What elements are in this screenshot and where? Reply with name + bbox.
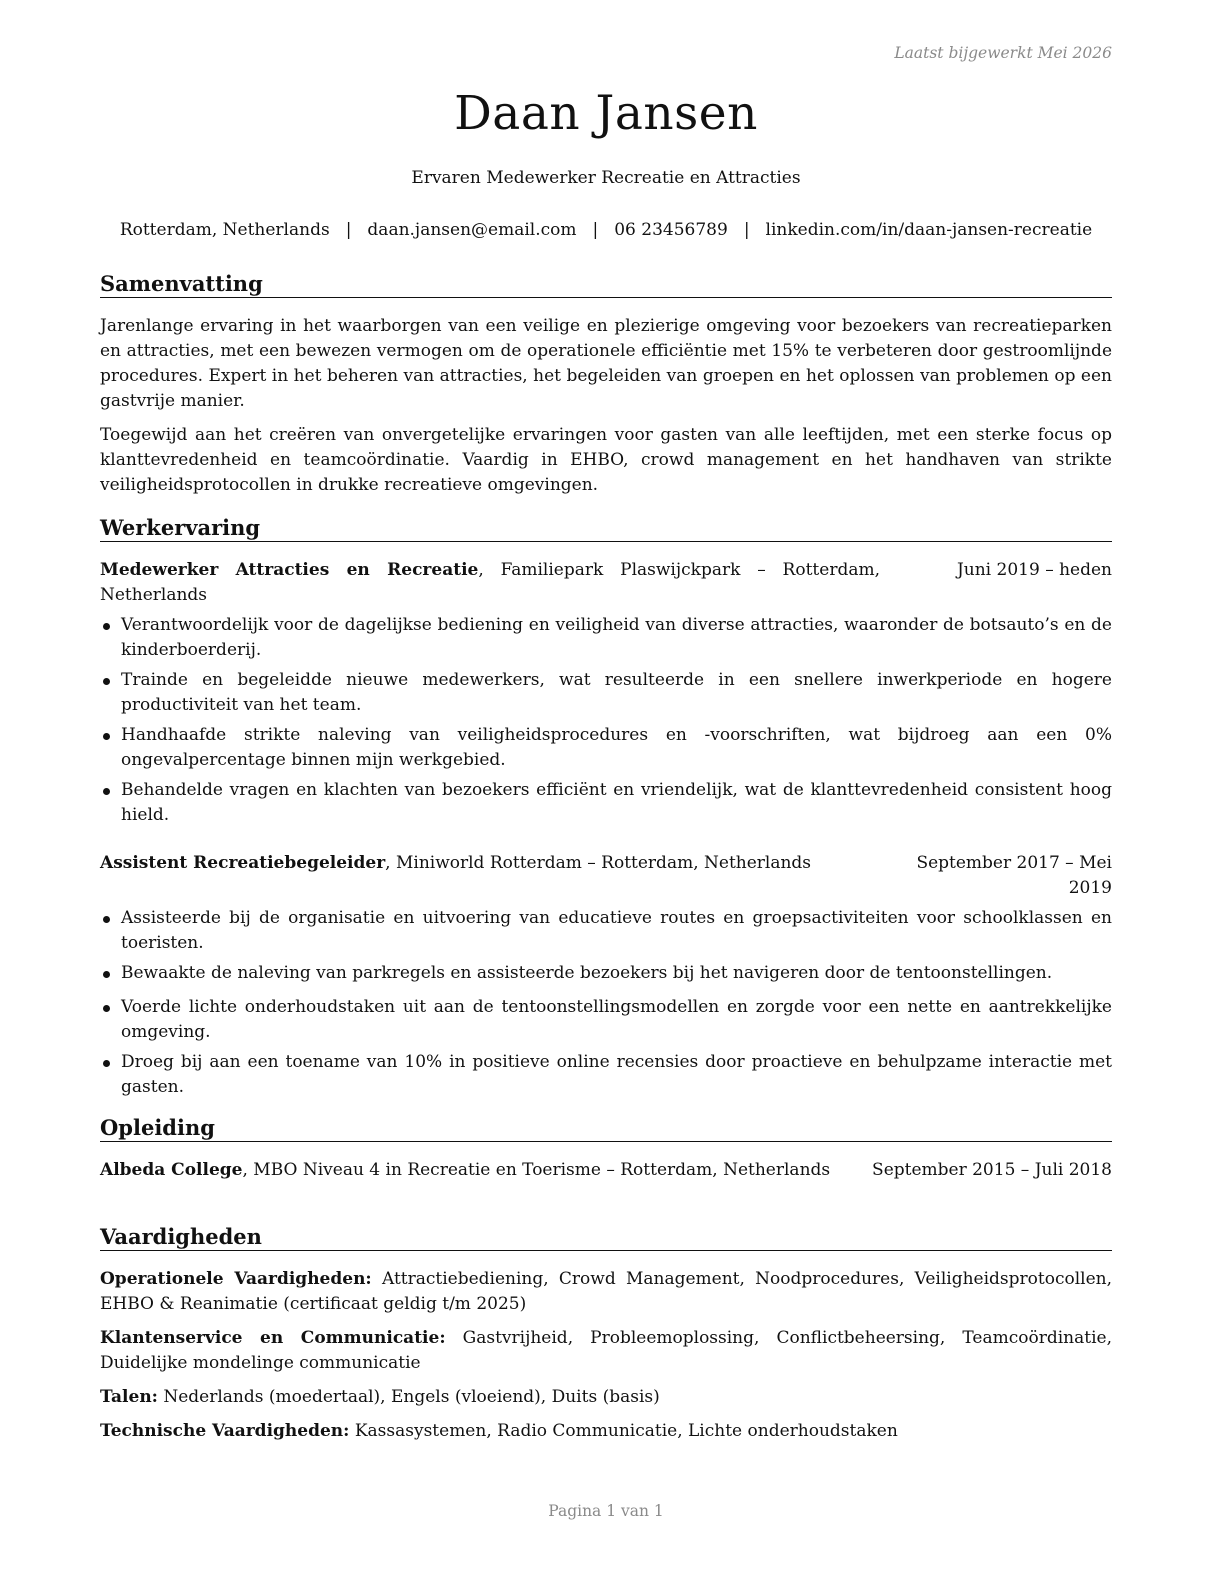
list-item: Trainde en begeleidde nieuwe medewerkers, wat resulteerde in een snellere inwerkperiode en hogere productiviteit van het team. [100,668,1112,718]
list-item: Handhaafde strikte naleving van veiligheidsprocedures en -voorschriften, wat bijdroeg aan een 0% ongevalpercentage binnen mijn werkgebied. [100,723,1112,773]
contact-linkedin[interactable]: linkedin.com/in/daan-jansen-recreatie [765,220,1093,240]
skill-value: Gastvrijheid, Probleemoplossing, Conflictbeheersing, Teamcoördinatie, Duidelijke mondelinge communicatie [100,1328,1112,1373]
bullet-icon [103,971,110,978]
section-title-summary: Samenvatting [100,271,1112,298]
bullet-icon [103,788,110,795]
skill-row [100,1267,1112,1317]
job-title: Ervaren Medewerker Recreatie en Attracties [411,168,801,188]
skill-label: Klantenservice en Communicatie: [100,1328,446,1348]
contact-separator: | [592,220,599,240]
education-header [100,1158,1112,1183]
section-title-skills: Vaardigheden [100,1224,1112,1251]
bullet-icon [103,1005,110,1012]
job-header [100,851,1112,898]
contact-phone: 06 23456789 [614,220,728,240]
bullet-icon [103,733,110,740]
skill-row [100,1419,1112,1444]
contact-separator: | [743,220,750,240]
job-organization: , Miniworld Rotterdam – Rotterdam, Netherlands [385,853,812,873]
job-role: Medewerker Attracties en Recreatie [100,560,479,580]
page-number: Pagina 1 van 1 [548,1502,664,1520]
job-role: Assistent Recreatiebegeleider [100,853,386,873]
job-header [100,558,1112,608]
summary-paragraph: Toegewijd aan het creëren van onvergetelijke ervaringen voor gasten van alle leeftijden, met een sterke focus op klanttevredenheid en teamcoördinatie. Vaardig in EHBO, crowd management en het handhaven van strikte veiligheidsprotocollen in drukke recreatieve omgevingen. [100,425,1112,495]
summary-paragraph: Jarenlange ervaring in het waarborgen van een veilige en plezierige omgeving voor bezoekers van recreatieparken en attracties, met een bewezen vermogen om de operationele efficiëntie met 15% te verbeteren door gestroomlijnde procedures. Expert in het beheren van attracties, het begeleiden van groepen en het oplossen van problemen op een gastvrije manier. [100,316,1112,411]
last-updated: Laatst bijgewerkt Mei 2026 [894,44,1112,62]
contact-separator: | [345,220,352,240]
contact-line [90,220,1122,240]
job-period: September 2017 – Mei 2019 [916,853,1112,898]
education-school: Albeda College [100,1160,243,1180]
skill-value: Attractiebediening, Crowd Management, Noodprocedures, Veiligheidsprotocollen, EHBO & Reanimatie (certificaat geldig t/m 2025) [100,1269,1112,1314]
list-item: Droeg bij aan een toename van 10% in positieve online recensies door proactieve en behulpzame interactie met gasten. [100,1050,1112,1100]
bullet-icon [103,678,110,685]
list-item: Assisteerde bij de organisatie en uitvoering van educatieve routes en groepsactiviteiten voor schoolklassen en toeristen. [100,906,1112,956]
education-detail: , MBO Niveau 4 in Recreatie en Toerisme – Rotterdam, Netherlands [242,1160,831,1180]
skill-row [100,1326,1112,1376]
list-item: Behandelde vragen en klachten van bezoekers efficiënt en vriendelijk, wat de klanttevredenheid consistent hoog hield. [100,778,1112,828]
list-item: Voerde lichte onderhoudstaken uit aan de tentoonstellingsmodellen en zorgde voor een nette en aantrekkelijke omgeving. [100,995,1112,1045]
bullet-icon [103,623,110,630]
skill-label: Operationele Vaardigheden: [100,1269,372,1289]
skill-label: Talen: [100,1387,158,1407]
page-title: Daan Jansen [454,86,758,141]
contact-location: Rotterdam, Netherlands [119,220,330,240]
list-item: Bewaakte de naleving van parkregels en assisteerde bezoekers bij het navigeren door de tentoonstellingen. [100,961,1112,986]
section-title-education: Opleiding [100,1115,1112,1142]
skill-label: Technische Vaardigheden: [100,1421,350,1441]
skill-row [100,1385,1112,1410]
contact-email[interactable]: daan.jansen@email.com [367,220,577,240]
list-item: Verantwoordelijk voor de dagelijkse bediening en veiligheid van diverse attracties, waaronder de botsauto’s en de kinderboerderij. [100,613,1112,663]
education-period: September 2015 – Juli 2018 [872,1160,1112,1180]
job-organization: , Familiepark Plaswijckpark – Rotterdam, Netherlands [100,560,880,605]
job-bullets [100,906,1112,1100]
skill-value: Nederlands (moedertaal), Engels (vloeiend), Duits (basis) [157,1387,660,1407]
bullet-icon [103,916,110,923]
section-title-experience: Werkervaring [100,515,1112,542]
skill-value: Kassasystemen, Radio Communicatie, Lichte onderhoudstaken [349,1421,898,1441]
resume-page [100,0,1112,1584]
bullet-icon [103,1060,110,1067]
job-period: Juni 2019 – heden [956,560,1112,580]
job-bullets [100,613,1112,828]
